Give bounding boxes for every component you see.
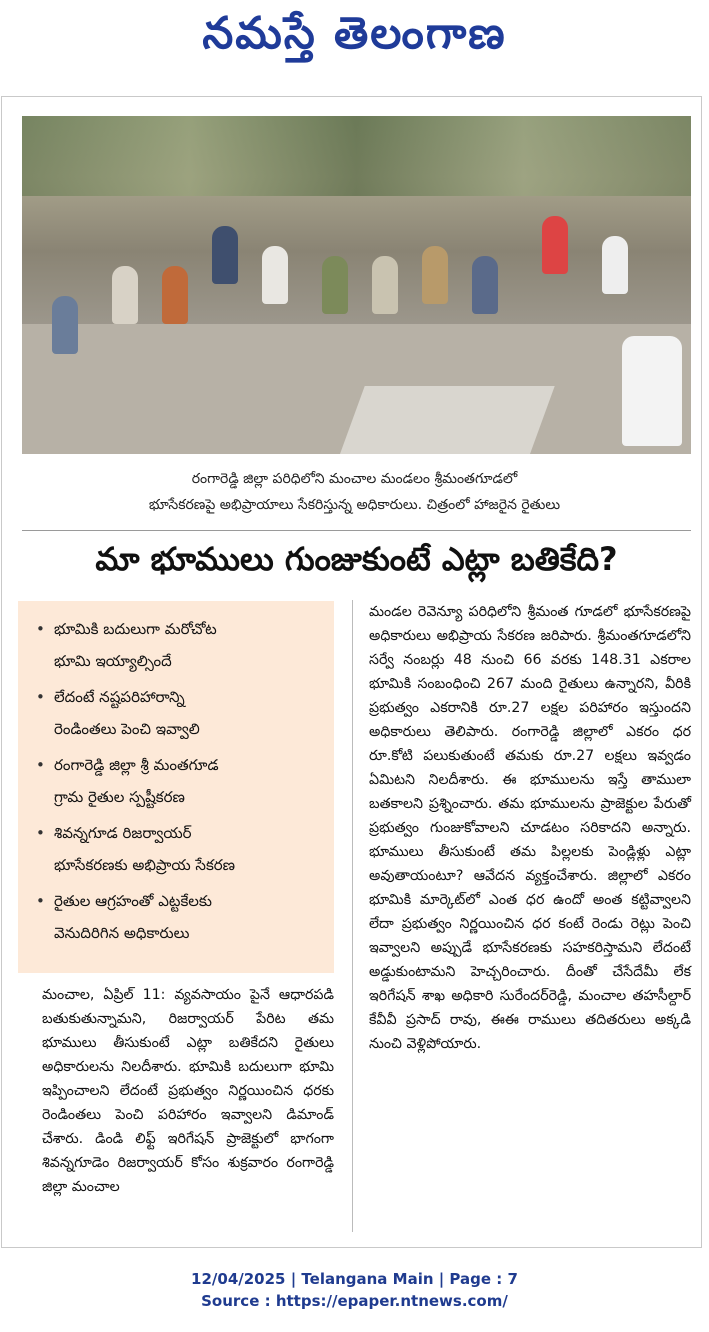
highlight-item: • శివన్నగూడ రిజర్వాయర్ భూసేకరణకు అభిప్రాయ సేకరణ [32,817,326,881]
article-body-right: మండల రెవెన్యూ పరిధిలోని శ్రీమంత గూడలో భూసేకరణపై అధికారులు అభిప్రాయ సేకరణ జరిపారు. శ్రీమంతగూడలోని సర్వే నంబర్లు 48 నుంచి 66 వరకు 148.31 ఎకరాల భూమికి సంబంధించి 267 మంది రైతులు ఉన్నారని, వీరికి ప్రభుత్వం ఎకరానికి రూ.27 లక్షల పరిహారం ఇస్తుందని అధికారులు తెలిపారు. రంగారెడ్డి జిల్లాలో ఎకరం ధర రూ.కోటి పలుకుతుంటే తమకు రూ.27 లక్షలు ఇవ్వడం ఏమిటని నిలదీశారు. ఈ భూములను ఇస్తే తాములా బతకాలని ప్రశ్నించారు. తమ భూములను ప్రాజెక్టుల పేరుతో ప్రభుత్వం గుంజుకోవాలని చూడటం సరికాదని అన్నారు. భూములు తీసుకుంటే తమ పిల్లలకు పెండ్లిళ్లు ఎట్లా అవుతాయంటూ? ఆవేదన వ్యక్తంచేశారు. జిల్లాలో ఎకరం భూమికి మార్కెట్‌లో ఎంత ధర ఉందో అంత కట్టివ్వాలని లేదా ప్రభుత్వం నిర్ణయించిన ధర కంటే రెండు రెట్లు పెంచి ఇవ్వాలని అప్పుడే భూసేకరణకు సహకరిస్తామని లేదంటే అడ్డుకుంటామని హెచ్చరించారు. దీంతో చేసేదేమీ లేక ఇరిగేషన్ శాఖ అధికారి సురేందర్‌రెడ్డి, మంచాల తహసీల్దార్ కేవీవీ ప్రసాద్ రావు, ఈఈ రాములు తదితరులు అక్కడి నుంచి వెళ్లిపోయారు. [369,604,691,1052]
bullet-icon: • [36,688,45,706]
news-photo [22,116,691,454]
bullet-icon: • [36,824,45,842]
bullet-icon: • [36,892,45,910]
footer-date-page: 12/04/2025 | Telangana Main | Page : 7 [191,1270,518,1288]
highlight-item: • లేదంటే నష్టపరిహారాన్ని రెండింతలు పెంచి ఇవ్వాలి [32,681,326,745]
newspaper-logo: నమస్తే తెలంగాణ [202,8,507,59]
highlight-item: • రైతుల ఆగ్రహంతో ఎట్టకేలకు వెనుదిరిగిన అధికారులు [32,885,326,949]
highlight-item: • రంగారెడ్డి జిల్లా శ్రీ మంతగూడ గ్రామ రైతుల స్పష్టీకరణ [32,749,326,813]
bullet-icon: • [36,620,45,638]
column-divider [352,600,353,1232]
footer-source-link[interactable]: Source : https://epaper.ntnews.com/ [201,1292,508,1310]
highlight-item: • భూమికి బదులుగా మరోచోట భూమి ఇయ్యాల్సిందే [32,613,326,677]
article-body-left: మంచాల, ఏప్రిల్ 11: వ్యవసాయం పైనే ఆధారపడి బతుకుతున్నామని, రిజర్వాయర్ పేరిట తమ భూములు తీసుకుంటే ఎట్లా బతికేదని రైతులు అధికారులను నిలదీశారు. భూమికి బదులుగా భూమి ఇప్పించాలని లేదంటే ప్రభుత్వం నిర్ణయించిన ధరకు రెండింతలు పెంచి పరిహారం ఇవ్వాలని డిమాండ్ చేశారు. డిండి లిఫ్ట్ ఇరిగేషన్ ప్రాజెక్టులో భాగంగా శివన్నగూడెం రిజర్వాయర్ కోసం శుక్రవారం రంగారెడ్డి జిల్లా మంచాల [42,987,334,1195]
divider [22,530,691,531]
headline: మా భూములు గుంజుకుంటే ఎట్లా బతికేది? [95,540,618,578]
masthead [0,0,709,80]
photo-caption: రంగారెడ్డి జిల్లా పరిధిలోని మంచాల మండలం శ్రీమంతగూడలో భూసేకరణపై అభిప్రాయాలు సేకరిస్తున్న అధికారులు. చిత్రంలో హాజరైన రైతులు [148,471,561,513]
footer [0,1268,709,1312]
bullet-icon: • [36,756,45,774]
highlights-box [18,601,334,973]
